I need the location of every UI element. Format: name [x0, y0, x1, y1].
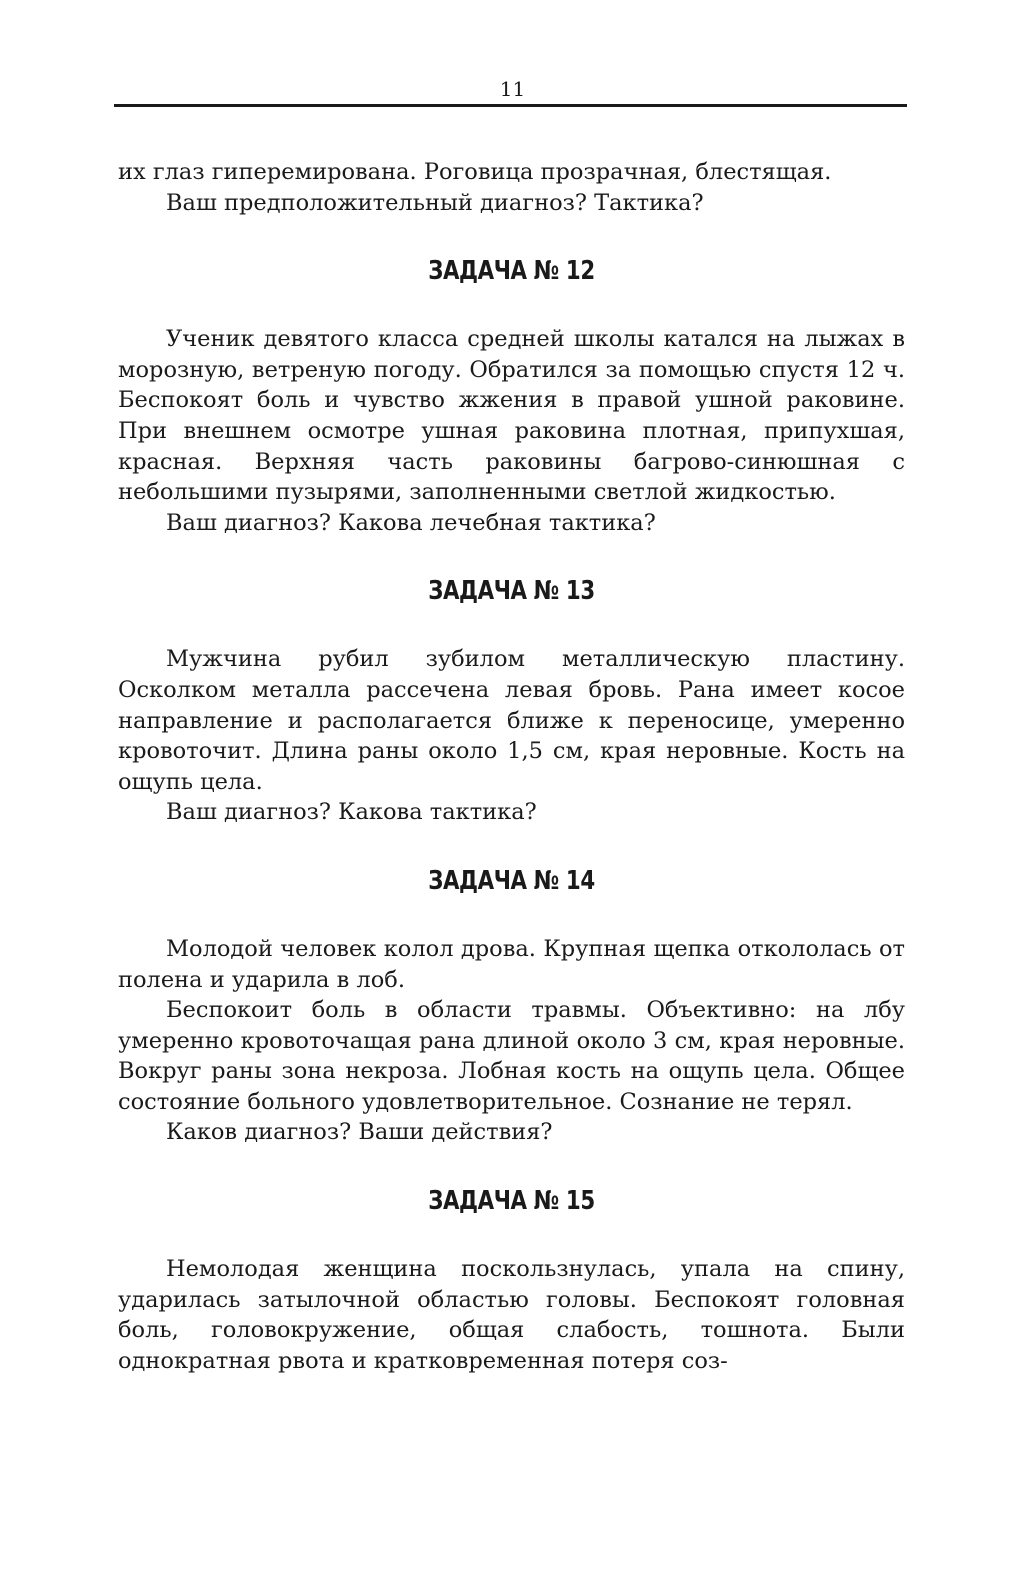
task-13-heading: ЗАДАЧА № 13	[428, 576, 595, 607]
task-13-text: Мужчина рубил зубилом металлическую пластину. Осколком металла рассечена левая бровь. Рана имеет косое направление и располагается ближе к переносице, умеренно кровоточит. Длина раны около 1,5 см, края неровные. Кость на ощупь цела.	[118, 646, 905, 795]
task-12-question: Ваш диагноз? Какова лечебная тактика?	[166, 509, 656, 536]
task-12-text: Ученик девятого класса средней школы катался на лыжах в морозную, ветреную погоду. Обратился за помощью спустя 12 ч. Беспокоят боль и чувство жжения в правой ушной раковине. При внешнем осмотре ушная раковина плотная, припухшая, красная. Верхняя часть раковины багрово-синюшная с небольшими пузырями, заполненными светлой жидкостью.	[118, 326, 905, 506]
intro-paragraph: их глаз гиперемирована. Роговица прозрачная, блестящая.	[118, 159, 832, 185]
task-14-text-1: Молодой человек колол дрова. Крупная щепка откололась от полена и ударила в лоб.	[118, 935, 905, 993]
task-14-heading: ЗАДАЧА № 14	[428, 865, 595, 896]
header-rule	[114, 104, 907, 107]
task-13-question: Ваш диагноз? Какова тактика?	[166, 799, 537, 826]
task-14-question: Каков диагноз? Ваши действия?	[166, 1119, 553, 1146]
intro-question: Ваш предположительный диагноз? Тактика?	[166, 189, 704, 216]
page-number: 11	[499, 77, 526, 101]
task-12-heading: ЗАДАЧА № 12	[428, 256, 595, 287]
task-15-text: Немолодая женщина поскользнулась, упала на спину, ударилась затылочной областью головы. Беспокоят головная боль, головокружение, общая слабость, тошнота. Были однократная рвота и кратковременная потеря соз-	[118, 1256, 905, 1374]
task-14-text-2: Беспокоит боль в области травмы. Объективно: на лбу умеренно кровоточащая рана длиной около 3 см, края неровные. Вокруг раны зона некроза. Лобная кость на ощупь цела. Общее состояние больного удовлетворительное. Сознание не терял.	[118, 997, 905, 1115]
page-content	[118, 157, 905, 1376]
task-15-heading: ЗАДАЧА № 15	[428, 1186, 595, 1217]
